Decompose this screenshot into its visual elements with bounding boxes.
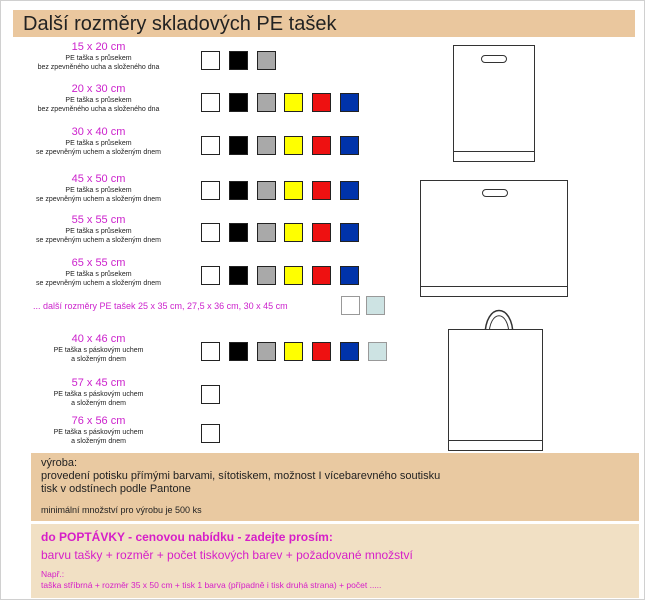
color-swatch-black[interactable] bbox=[229, 93, 248, 112]
color-swatch-white[interactable] bbox=[201, 93, 220, 112]
bag-fold-line bbox=[421, 286, 567, 287]
color-swatch-grey[interactable] bbox=[257, 342, 276, 361]
bag-desc-line2: a složeným dnem bbox=[71, 356, 126, 363]
bag-description bbox=[1, 390, 196, 408]
bag-desc-line1: PE taška s páskovým uchem bbox=[53, 347, 144, 354]
bag-size: 65 x 55 cm bbox=[71, 257, 126, 269]
bag-desc-line2: a složeným dnem bbox=[71, 438, 126, 445]
bag-fold-line bbox=[449, 440, 542, 441]
inquiry-example-label: Např.: bbox=[41, 569, 65, 579]
bag-desc-line1: PE taška s páskovým uchem bbox=[53, 429, 144, 436]
production-min: minimální množství pro výrobu je 500 ks bbox=[41, 505, 202, 515]
bag-desc-line1: PE taška s průsekem bbox=[65, 187, 132, 194]
bag-description bbox=[1, 54, 196, 72]
bag-desc-line2: a složeným dnem bbox=[71, 400, 126, 407]
bag-desc-line1: PE taška s průsekem bbox=[65, 228, 132, 235]
color-swatch-yellow[interactable] bbox=[284, 266, 303, 285]
bag-desc-line2: se zpevněným uchem a složeným dnem bbox=[36, 149, 161, 156]
production-label: výroba: bbox=[41, 457, 78, 469]
bag-size: 57 x 45 cm bbox=[71, 377, 126, 389]
color-swatch-grey[interactable] bbox=[257, 51, 276, 70]
color-swatch-red[interactable] bbox=[312, 266, 331, 285]
bag-desc-line2: se zpevněným uchem a složeným dnem bbox=[36, 196, 161, 203]
bag-desc-line1: PE taška s průsekem bbox=[65, 271, 132, 278]
bag-size: 76 x 56 cm bbox=[71, 415, 126, 427]
color-swatch-grey[interactable] bbox=[257, 93, 276, 112]
bag-description bbox=[1, 428, 196, 446]
color-swatch-blue[interactable] bbox=[340, 93, 359, 112]
color-swatch-white[interactable] bbox=[201, 223, 220, 242]
color-swatch-black[interactable] bbox=[229, 266, 248, 285]
color-swatch-black[interactable] bbox=[229, 51, 248, 70]
bag-size: 55 x 55 cm bbox=[71, 214, 126, 226]
production-line2: tisk v odstínech podle Pantone bbox=[41, 483, 191, 495]
production-panel bbox=[31, 453, 639, 521]
color-swatch-silver[interactable] bbox=[368, 342, 387, 361]
color-swatch-blue[interactable] bbox=[340, 223, 359, 242]
color-swatch-red[interactable] bbox=[312, 136, 331, 155]
bag-illustration-loop bbox=[448, 329, 543, 451]
bag-illustration-small bbox=[453, 45, 535, 162]
handle-cutout-icon bbox=[481, 55, 507, 63]
color-swatch-white[interactable] bbox=[201, 385, 220, 404]
color-swatch-white[interactable] bbox=[201, 136, 220, 155]
bag-desc-line2: bez zpevněného ucha a složeného dna bbox=[37, 106, 160, 113]
color-swatch-grey[interactable] bbox=[257, 181, 276, 200]
bag-description bbox=[1, 270, 196, 288]
bag-size: 40 x 46 cm bbox=[71, 333, 126, 345]
color-swatch-blue[interactable] bbox=[340, 181, 359, 200]
extra-swatch-silver[interactable] bbox=[366, 296, 385, 315]
production-line1: provedení potisku přímými barvami, sítotiskem, možnost I vícebarevného soutisku bbox=[41, 470, 441, 482]
color-swatch-black[interactable] bbox=[229, 181, 248, 200]
color-swatch-white[interactable] bbox=[201, 342, 220, 361]
color-swatch-white[interactable] bbox=[201, 181, 220, 200]
inquiry-example: taška stříbrná + rozměr 35 x 50 cm + tisk 1 barva (případně i tisk druhá strana) + počet ..... bbox=[41, 580, 382, 590]
bag-desc-line1: PE taška s průsekem bbox=[65, 55, 132, 62]
bag-description bbox=[1, 96, 196, 114]
bag-desc-line2: bez zpevněného ucha a složeného dna bbox=[37, 64, 160, 71]
color-swatch-red[interactable] bbox=[312, 342, 331, 361]
bag-desc-line2: se zpevněným uchem a složeným dnem bbox=[36, 280, 161, 287]
color-swatch-white[interactable] bbox=[201, 424, 220, 443]
color-swatch-yellow[interactable] bbox=[284, 93, 303, 112]
color-swatch-red[interactable] bbox=[312, 223, 331, 242]
color-swatch-black[interactable] bbox=[229, 223, 248, 242]
color-swatch-grey[interactable] bbox=[257, 266, 276, 285]
color-swatch-grey[interactable] bbox=[257, 136, 276, 155]
bag-desc-line1: PE taška s páskovým uchem bbox=[53, 391, 144, 398]
inquiry-panel bbox=[31, 524, 639, 598]
color-swatch-black[interactable] bbox=[229, 136, 248, 155]
extra-swatch-white[interactable] bbox=[341, 296, 360, 315]
color-swatch-white[interactable] bbox=[201, 51, 220, 70]
color-swatch-grey[interactable] bbox=[257, 223, 276, 242]
bag-size: 20 x 30 cm bbox=[71, 83, 126, 95]
title-bar bbox=[13, 10, 635, 37]
inquiry-heading: do POPTÁVKY - cenovou nabídku - zadejte prosím: bbox=[41, 530, 333, 544]
color-swatch-yellow[interactable] bbox=[284, 181, 303, 200]
color-swatch-blue[interactable] bbox=[340, 136, 359, 155]
bag-description bbox=[1, 139, 196, 157]
color-swatch-blue[interactable] bbox=[340, 266, 359, 285]
bag-description bbox=[1, 227, 196, 245]
handle-cutout-icon bbox=[482, 189, 508, 197]
color-swatch-white[interactable] bbox=[201, 266, 220, 285]
bag-desc-line2: se zpevněným uchem a složeným dnem bbox=[36, 237, 161, 244]
extra-sizes-text: ... další rozměry PE tašek 25 x 35 cm, 27,5 x 36 cm, 30 x 45 cm bbox=[33, 301, 288, 311]
bag-description bbox=[1, 346, 196, 364]
color-swatch-red[interactable] bbox=[312, 93, 331, 112]
page-title: Další rozměry skladových PE tašek bbox=[23, 13, 337, 35]
bag-fold-line bbox=[454, 151, 534, 152]
color-swatch-black[interactable] bbox=[229, 342, 248, 361]
color-swatch-yellow[interactable] bbox=[284, 223, 303, 242]
bag-size: 30 x 40 cm bbox=[71, 126, 126, 138]
bag-illustration-wide bbox=[420, 180, 568, 297]
color-swatch-yellow[interactable] bbox=[284, 136, 303, 155]
bag-description bbox=[1, 186, 196, 204]
inquiry-line: barvu tašky + rozměr + počet tiskových barev + požadované množství bbox=[41, 548, 413, 562]
bag-size: 45 x 50 cm bbox=[71, 173, 126, 185]
bag-desc-line1: PE taška s průsekem bbox=[65, 140, 132, 147]
color-swatch-red[interactable] bbox=[312, 181, 331, 200]
bag-desc-line1: PE taška s průsekem bbox=[65, 97, 132, 104]
color-swatch-blue[interactable] bbox=[340, 342, 359, 361]
bag-size: 15 x 20 cm bbox=[71, 41, 126, 53]
color-swatch-yellow[interactable] bbox=[284, 342, 303, 361]
